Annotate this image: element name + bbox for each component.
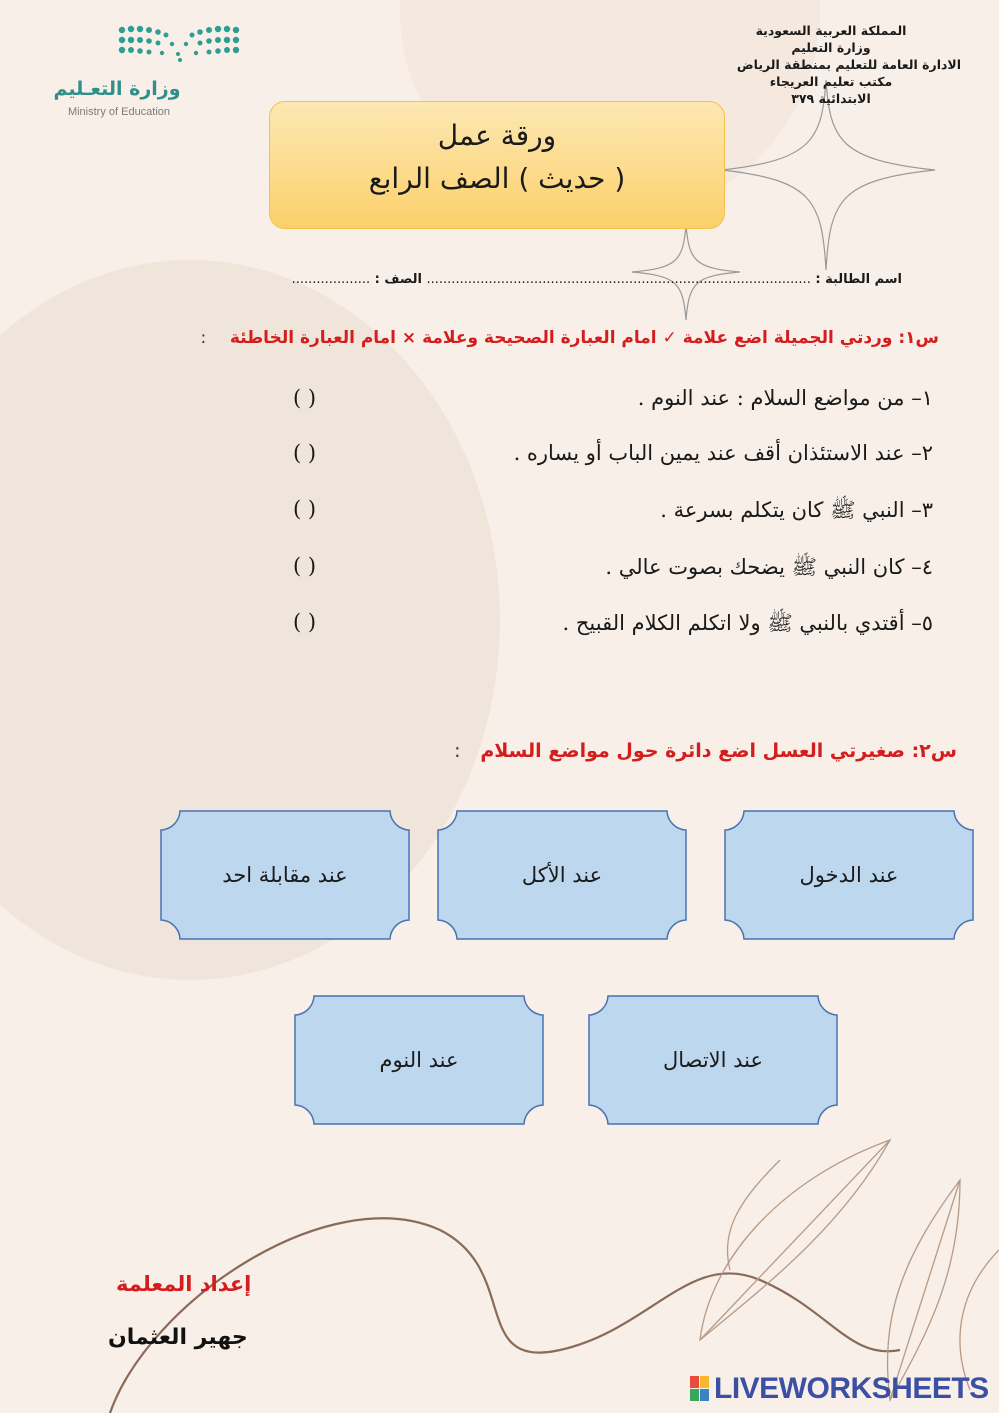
statement-text: ٣– النبي ﷺ كان يتكلم بسرعة . xyxy=(660,498,933,522)
answer-box[interactable]: ( ) xyxy=(293,554,317,578)
watermark-text: LIVEWORKSHEETS xyxy=(714,1372,989,1405)
header-line: الابتدائية ٣٧٩ xyxy=(791,91,871,106)
option-label: عند الاتصال xyxy=(662,1048,764,1072)
header-line: الادارة العامة للتعليم بمنطقة الرياض xyxy=(736,57,961,72)
option-box[interactable] xyxy=(724,810,974,940)
teacher-name: جهير العثمان xyxy=(108,1325,248,1350)
answer-box[interactable]: ( ) xyxy=(293,497,317,521)
worksheet-subtitle: ( حديث ) الصف الرابع xyxy=(368,162,626,195)
question-text: وردتي الجميلة اضع علامة ✓ امام العبارة الصحيحة وعلامة × امام العبارة الخاطئة xyxy=(229,328,893,348)
answer-box[interactable]: ( ) xyxy=(293,610,317,634)
logo-arabic-text: وزارة التعـليم xyxy=(53,78,181,100)
ministry-logo-icon xyxy=(116,24,242,66)
question-number: س٢: xyxy=(911,740,957,762)
student-info-line xyxy=(150,272,902,287)
question-colon: : xyxy=(454,740,461,762)
option-label: عند الأكل xyxy=(521,863,603,887)
option-box[interactable] xyxy=(160,810,410,940)
option-box[interactable] xyxy=(437,810,687,940)
statement-text: ٢– عند الاستئذان أقف عند يمين الباب أو يساره . xyxy=(513,441,933,465)
statement-text: ٤– كان النبي ﷺ يضحك بصوت عالي . xyxy=(605,555,933,579)
liveworksheets-watermark xyxy=(690,1372,989,1406)
worksheet-title: ورقة عمل xyxy=(437,119,557,152)
worksheet-title-box xyxy=(269,101,725,229)
statement-text: ١– من مواضع السلام : عند النوم . xyxy=(637,386,933,410)
class-label: الصف : xyxy=(374,272,422,287)
option-label: عند الدخول xyxy=(799,863,899,887)
statement-text: ٥– أقتدي بالنبي ﷺ ولا اتكلم الكلام القبيح . xyxy=(562,611,933,635)
true-false-item xyxy=(293,497,933,533)
answer-box[interactable]: ( ) xyxy=(293,386,317,410)
school-header xyxy=(701,22,961,107)
true-false-item xyxy=(293,441,933,477)
prepared-by-label: إعداد المعلمة xyxy=(116,1272,252,1296)
true-false-item xyxy=(293,386,933,422)
question-text: صغيرتي العسل اضع دائرة حول مواضع السلام xyxy=(480,740,905,762)
ministry-logo xyxy=(52,24,242,124)
question-colon: : xyxy=(200,328,207,348)
true-false-item xyxy=(293,610,933,646)
student-name-label: اسم الطالبة : xyxy=(815,272,902,287)
true-false-item xyxy=(293,554,933,590)
question-number: س١: xyxy=(898,328,939,348)
option-box[interactable] xyxy=(588,995,838,1125)
option-label: عند النوم xyxy=(379,1048,459,1072)
student-name-field[interactable]: ............................................................................................. xyxy=(426,272,811,287)
logo-english-text: Ministry of Education xyxy=(67,106,171,118)
question-1-heading xyxy=(201,328,940,348)
option-box[interactable] xyxy=(294,995,544,1125)
liveworksheets-logo-icon xyxy=(690,1376,710,1402)
header-line: وزارة التعليم xyxy=(791,40,871,55)
option-label: عند مقابلة احد xyxy=(222,863,348,887)
answer-box[interactable]: ( ) xyxy=(293,441,317,465)
header-line: مكتب تعليم العريجاء xyxy=(769,74,893,89)
question-2-heading xyxy=(454,740,957,762)
header-line: المملكة العربية السعودية xyxy=(755,23,907,38)
class-field[interactable]: ................... xyxy=(291,272,371,287)
